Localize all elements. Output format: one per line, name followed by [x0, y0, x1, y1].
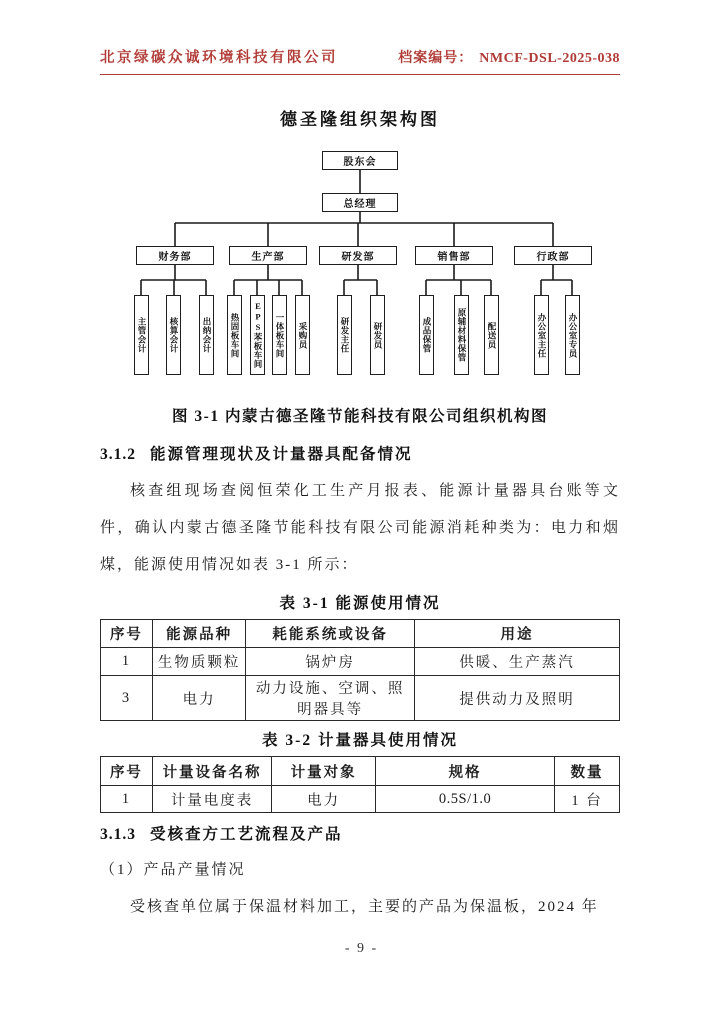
table-cell: 1 台: [555, 786, 620, 813]
org-dept-sales: 销售部: [415, 246, 493, 265]
column-header: 计量对象: [272, 757, 376, 786]
energy-usage-table: [100, 619, 620, 721]
table-row: [101, 648, 620, 676]
column-header: 规格: [376, 757, 555, 786]
org-role: 核算会计: [166, 295, 181, 375]
org-dept-finance: 财务部: [136, 246, 214, 265]
column-header: 能源品种: [152, 620, 245, 648]
archive-value: NMCF-DSL-2025-038: [479, 51, 620, 66]
org-chart: [100, 143, 620, 393]
connector-lines: [141, 170, 572, 295]
table-row: [101, 676, 620, 721]
figure-caption: 图 3-1 内蒙古德圣隆节能科技有限公司组织机构图: [172, 408, 548, 425]
org-role: EPS苯板车间: [250, 295, 265, 375]
org-dept-production: 生产部: [229, 246, 307, 265]
table-cell: 0.5S/1.0: [376, 786, 555, 813]
table-cell: 锅炉房: [246, 648, 415, 676]
org-role: 办公室专员: [565, 295, 580, 375]
section-heading-312: [100, 443, 620, 467]
org-role: 原辅材料保管: [454, 295, 469, 375]
org-role: 采购员: [295, 295, 310, 375]
org-dept-admin: 行政部: [514, 246, 592, 265]
org-role: 配送员: [484, 295, 499, 375]
org-chart-title: 德圣隆组织架构图: [280, 110, 440, 129]
table-cell: 动力设施、空调、照明器具等: [246, 676, 415, 721]
table2-title: 表 3-2 计量器具使用情况: [262, 732, 458, 749]
table-cell: 1: [101, 648, 153, 676]
metering-devices-table: [100, 756, 620, 813]
org-role: 办公室主任: [534, 295, 549, 375]
org-role: 成品保管: [419, 295, 434, 375]
section-number: 3.1.3: [100, 826, 136, 843]
paragraph: 受核查单位属于保温材料加工，主要的产品为保温板，2024 年: [130, 899, 599, 915]
org-role: 出纳会计: [199, 295, 214, 375]
section-title: 能源管理现状及计量器具配备情况: [150, 446, 413, 463]
org-role: 热固板车间: [227, 295, 242, 375]
paragraph: 核查组现场查阅恒荣化工生产月报表、能源计量器具台账等文件，确认内蒙古德圣隆节能科技有限公司能源消耗种类为：电力和烟煤，能源使用情况如表 3-1 所示：: [100, 483, 620, 573]
table-cell: 电力: [152, 676, 245, 721]
table1-title: 表 3-1 能源使用情况: [279, 595, 441, 612]
org-role: 研发主任: [337, 295, 352, 375]
column-header: 计量设备名称: [152, 757, 271, 786]
document-content: [0, 108, 723, 919]
table-cell: 3: [101, 676, 153, 721]
org-node-general-manager: 总经理: [322, 193, 398, 212]
org-role: 主管会计: [134, 295, 149, 375]
table-cell: 电力: [272, 786, 376, 813]
page-number: - 9 -: [344, 941, 379, 956]
table-header-row: [101, 620, 620, 648]
org-dept-rd: 研发部: [319, 246, 397, 265]
org-role: 研发员: [370, 295, 385, 375]
table-cell: 提供动力及照明: [414, 676, 619, 721]
table-cell: 生物质颗粒: [152, 648, 245, 676]
section-title: 受核查方工艺流程及产品: [150, 826, 343, 843]
page-header: [100, 46, 620, 75]
sub-item: （1）产品产量情况: [100, 862, 246, 878]
section-number: 3.1.2: [100, 446, 136, 463]
column-header: 耗能系统或设备: [246, 620, 415, 648]
org-node-shareholders: 股东会: [322, 151, 398, 170]
table-cell: 供暖、生产蒸汽: [414, 648, 619, 676]
column-header: 数量: [555, 757, 620, 786]
org-role: 一体板车间: [272, 295, 287, 375]
table-row: [101, 786, 620, 813]
column-header: 序号: [101, 757, 153, 786]
column-header: 用途: [414, 620, 619, 648]
column-header: 序号: [101, 620, 153, 648]
table-header-row: [101, 757, 620, 786]
company-name: 北京绿碳众诚环境科技有限公司: [100, 50, 338, 66]
table-cell: 计量电度表: [152, 786, 271, 813]
archive-label: 档案编号：: [398, 51, 474, 66]
table-cell: 1: [101, 786, 153, 813]
section-heading-313: [100, 823, 620, 847]
archive-number: [398, 47, 620, 67]
